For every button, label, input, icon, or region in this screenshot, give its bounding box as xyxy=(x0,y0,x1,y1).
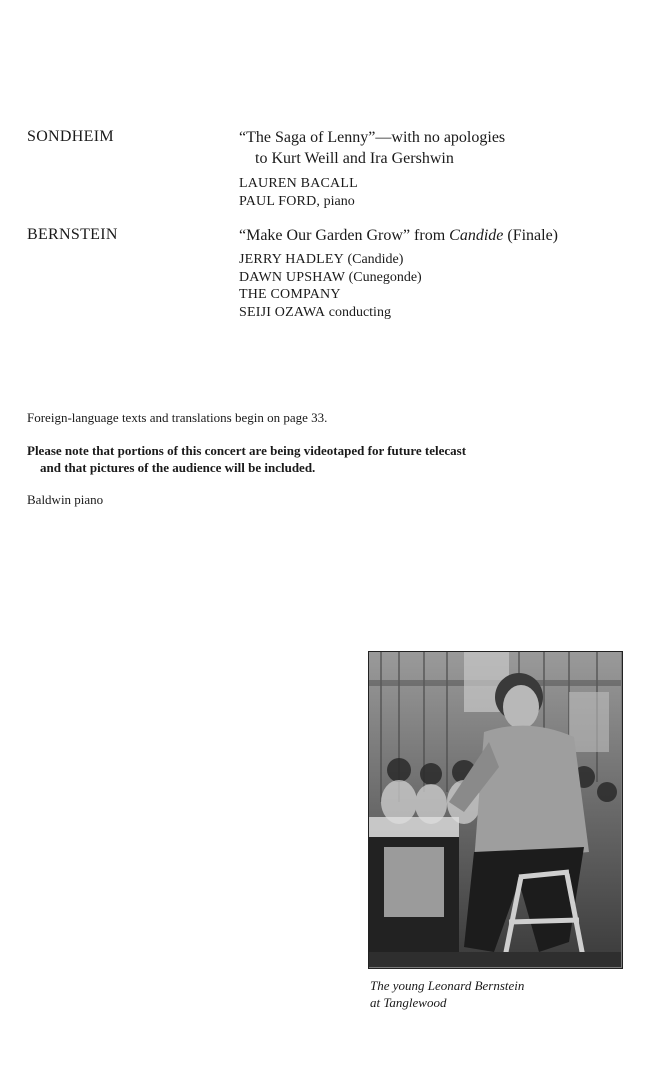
performer-role: piano xyxy=(320,193,355,209)
performer-line xyxy=(239,286,422,304)
caption-line2: at Tanglewood xyxy=(370,995,447,1010)
performer-role: (Candide) xyxy=(343,252,404,267)
performer-role: (Cunegonde) xyxy=(345,269,422,285)
composer-bernstein: BERNSTEIN xyxy=(27,226,118,243)
performers-sondheim xyxy=(239,175,358,210)
composer-sondheim: SONDHEIM xyxy=(27,128,114,145)
work-title-line2: to Kurt Weill and Ira Gershwin xyxy=(255,150,454,167)
performer-name: JERRY HADLEY xyxy=(239,252,344,267)
videotape-line1: Please note that portions of this concert are being videotaped for future telecast xyxy=(27,443,467,458)
work-title-italic: Candide xyxy=(449,227,504,244)
foreign-texts-note: Foreign-language texts and translations begin on page 33. xyxy=(27,410,328,425)
performers-bernstein xyxy=(239,251,422,321)
work-title-prefix: “Make Our Garden Grow” from xyxy=(239,227,450,244)
work-title-suffix: (Finale) xyxy=(503,227,559,244)
work-title-saga-of-lenny xyxy=(239,127,505,169)
work-title-line1: “The Saga of Lenny”—with no apologies xyxy=(239,129,506,146)
performer-role: conducting xyxy=(325,304,391,320)
performer-name: DAWN UPSHAW xyxy=(239,269,346,285)
performer-name: THE COMPANY xyxy=(239,287,341,302)
performer-line xyxy=(239,193,358,211)
photo-illustration xyxy=(369,652,621,967)
performer-name: PAUL FORD, xyxy=(239,193,321,209)
performer-name: SEIJI OZAWA xyxy=(239,304,326,320)
photo-caption xyxy=(370,977,524,1011)
videotape-notice xyxy=(27,442,466,476)
performer-line xyxy=(239,269,422,287)
bernstein-photo xyxy=(368,651,623,969)
videotape-line2: and that pictures of the audience will be included. xyxy=(40,460,316,475)
performer-line xyxy=(239,251,422,269)
performer-name: LAUREN BACALL xyxy=(239,176,358,191)
performer-line xyxy=(239,304,422,322)
caption-line1: The young Leonard Bernstein xyxy=(370,978,525,993)
piano-credit: Baldwin piano xyxy=(27,492,104,507)
performer-line xyxy=(239,175,358,193)
work-title-make-our-garden-grow xyxy=(239,225,558,246)
